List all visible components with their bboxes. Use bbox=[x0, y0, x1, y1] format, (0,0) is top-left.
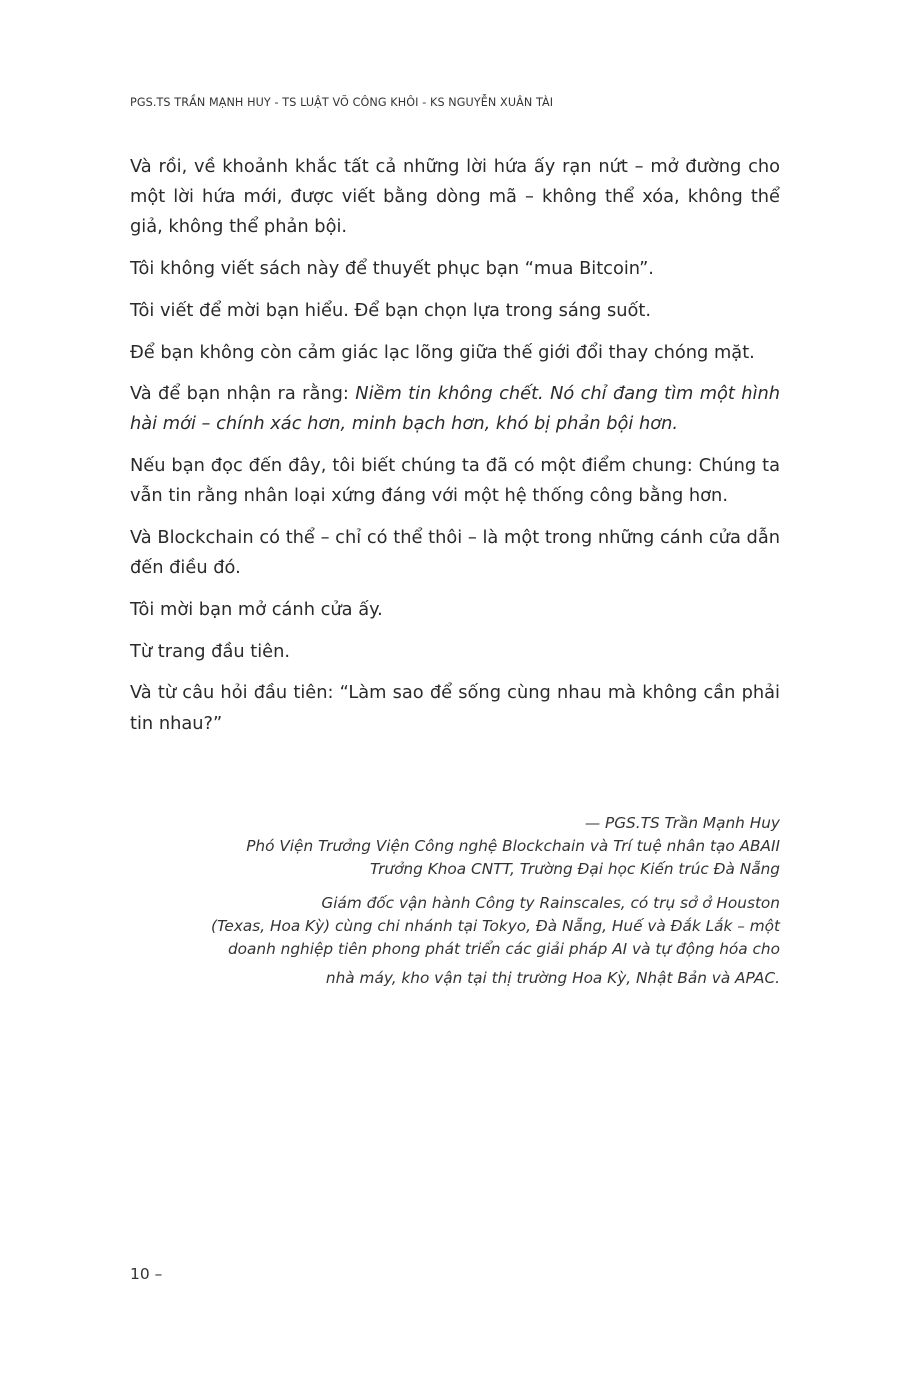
paragraph-10: Và từ câu hỏi đầu tiên: “Làm sao để sống cùng nhau mà không cần phải tin nhau?” bbox=[130, 682, 780, 734]
paragraph-5-italic: Niềm tin không chết. Nó chỉ đang tìm một hình hài mới – chính xác hơn, minh bạch hơn, khó bị phản bội hơn. bbox=[130, 383, 781, 435]
signature-role-2: Trưởng Khoa CNTT, Trường Đại học Kiến trúc Đà Nẵng bbox=[369, 860, 780, 878]
paragraph-7: Và Blockchain có thể – chỉ có thể thôi – là một trong những cánh cửa dẫn đến điều đó. bbox=[130, 527, 780, 579]
paragraph-6: Nếu bạn đọc đến đây, tôi biết chúng ta đã có một điểm chung: Chúng ta vẫn tin rằng nhân loại xứng đáng với một hệ thống công bằng hơn. bbox=[130, 455, 780, 507]
author-signature bbox=[130, 812, 780, 990]
page-number: 10 – bbox=[130, 1265, 163, 1283]
paragraph-8: Tôi mời bạn mở cánh cửa ấy. bbox=[130, 598, 383, 620]
signature-role-1: Phó Viện Trưởng Viện Công nghệ Blockchain và Trí tuệ nhân tạo ABAII bbox=[246, 837, 780, 855]
signature-desc-3: doanh nghiệp tiên phong phát triển các giải pháp AI và tự động hóa cho bbox=[227, 940, 780, 958]
paragraph-5 bbox=[130, 379, 780, 439]
signature-desc-2: (Texas, Hoa Kỳ) cùng chi nhánh tại Tokyo, Đà Nẵng, Huế và Đắk Lắk – một bbox=[211, 917, 780, 935]
signature-name: — PGS.TS Trần Mạnh Huy bbox=[584, 814, 780, 832]
paragraph-9: Từ trang đầu tiên. bbox=[130, 640, 291, 662]
paragraph-5-lead: Và để bạn nhận ra rằng: bbox=[130, 383, 356, 405]
paragraph-3: Tôi viết để mời bạn hiểu. Để bạn chọn lựa trong sáng suốt. bbox=[130, 299, 651, 321]
running-header: PGS.TS TRẦN MẠNH HUY - TS LUẬT VÕ CÔNG KHÔI - KS NGUYỄN XUÂN TÀI bbox=[130, 96, 554, 109]
paragraph-2: Tôi không viết sách này để thuyết phục bạn “mua Bitcoin”. bbox=[130, 258, 654, 280]
paragraph-4: Để bạn không còn cảm giác lạc lõng giữa thế giới đổi thay chóng mặt. bbox=[130, 341, 755, 363]
signature-desc-4: nhà máy, kho vận tại thị trường Hoa Kỳ, Nhật Bản và APAC. bbox=[325, 969, 780, 987]
paragraph-1: Và rồi, về khoảnh khắc tất cả những lời hứa ấy rạn nứt – mở đường cho một lời hứa mới, được viết bằng dòng mã – không thể xóa, không thể giả, không thể phản bội. bbox=[130, 156, 780, 238]
signature-desc-1: Giám đốc vận hành Công ty Rainscales, có trụ sở ở Houston bbox=[321, 894, 780, 912]
body-text bbox=[130, 152, 780, 750]
